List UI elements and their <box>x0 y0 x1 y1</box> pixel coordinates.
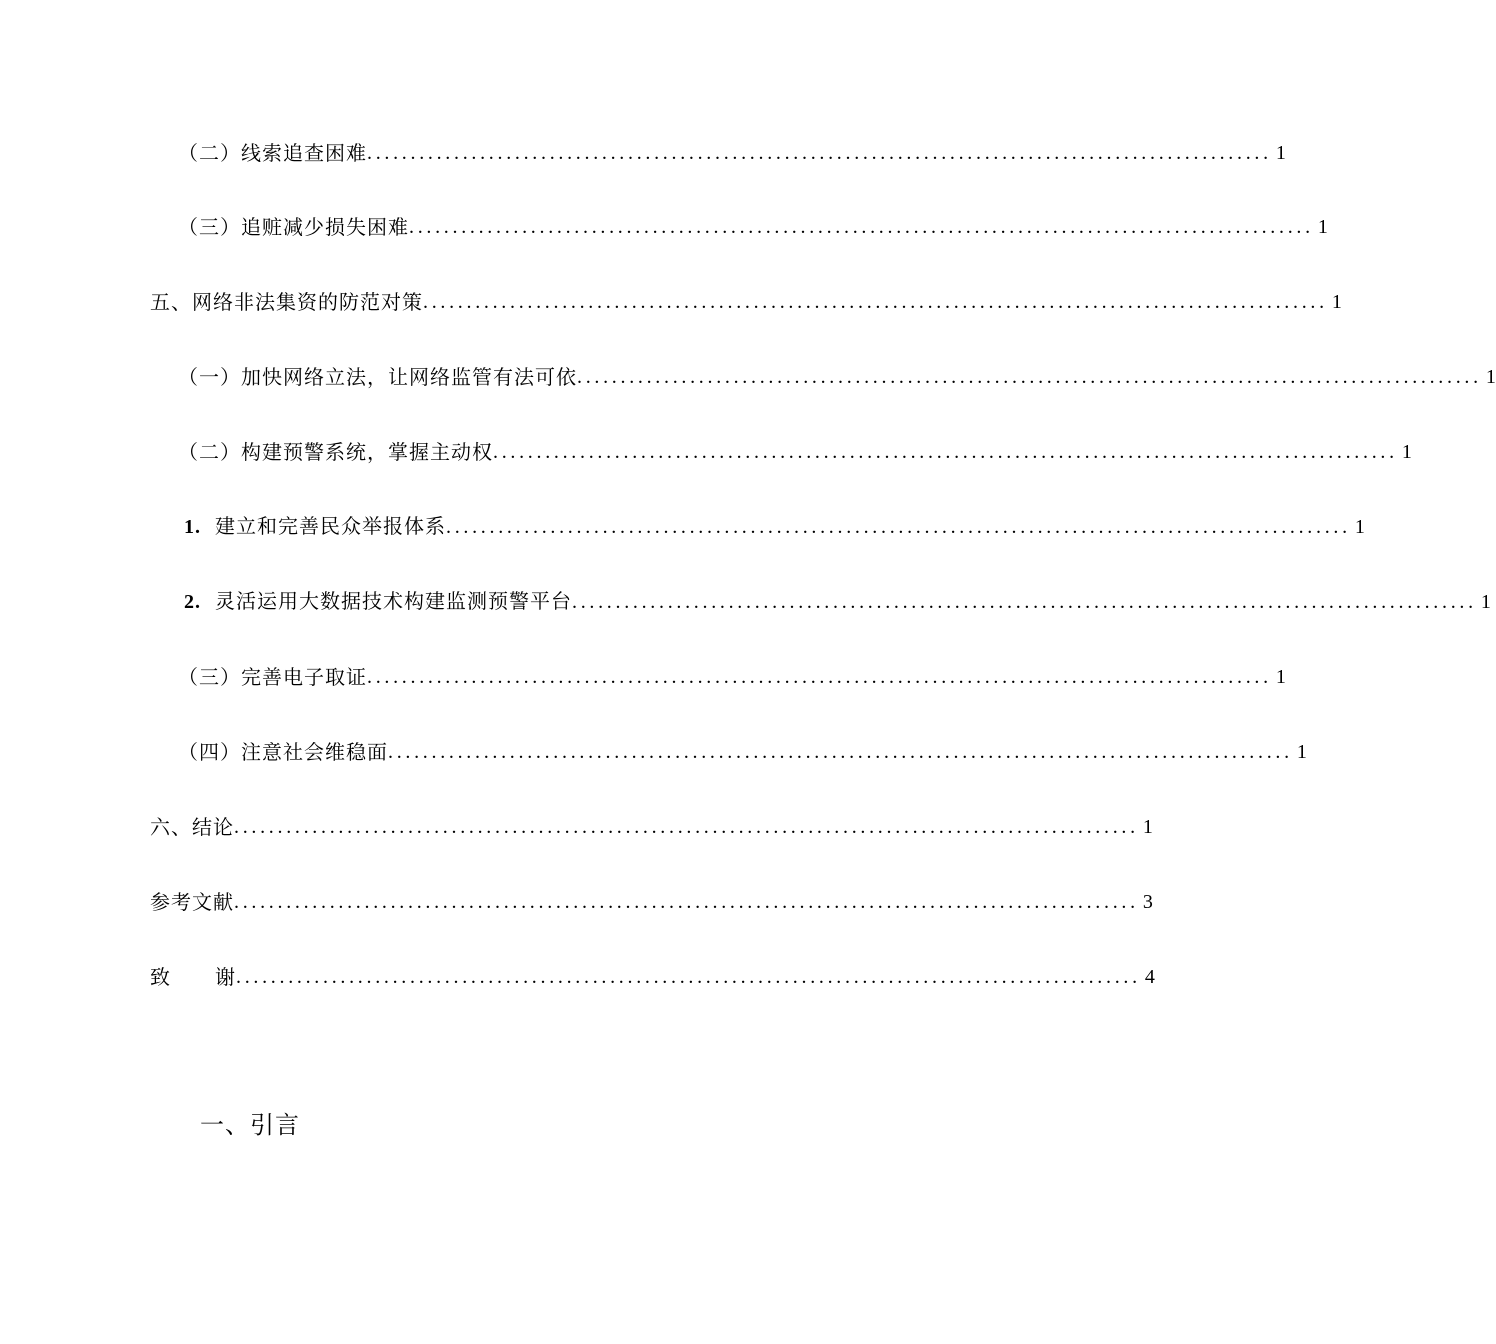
toc-dot-leader: ........................................................................................................ <box>577 366 1482 388</box>
toc-entry-title: （一）加快网络立法，让网络监管有法可依 <box>178 365 577 389</box>
toc-entry-text: 建立和完善民众举报体系 <box>215 514 446 538</box>
toc-dot-leader: ........................................................................................................ <box>572 591 1477 613</box>
toc-entry-text: 灵活运用大数据技术构建监测预警平台 <box>215 589 572 613</box>
toc-page-number: 1 <box>1296 741 1307 763</box>
toc-entry-text-part1: 致 <box>150 965 171 989</box>
toc-page-number: 1 <box>1354 516 1365 538</box>
toc-entry-title: 六、结论 <box>150 815 234 839</box>
toc-dot-leader: ........................................................................................................ <box>234 891 1139 913</box>
toc-dot-leader: ........................................................................................................ <box>409 216 1314 238</box>
toc-entry[interactable] <box>150 962 1155 992</box>
toc-entry-number: 1. <box>184 516 201 538</box>
toc-entry-title: （二）构建预警系统，掌握主动权 <box>178 440 493 464</box>
toc-entry-title: （三）追赃减少损失困难 <box>178 215 409 239</box>
toc-dot-leader: ........................................................................................................ <box>388 741 1293 763</box>
toc-entry-title: （四）注意社会维稳面 <box>178 740 388 764</box>
toc-entry-title: 五、网络非法集资的防范对策 <box>150 290 423 314</box>
toc-entry[interactable] <box>178 737 1307 767</box>
toc-page-number: 1 <box>1142 816 1153 838</box>
toc-page-number: 1 <box>1317 216 1328 238</box>
toc-entry-number: 2. <box>184 591 201 613</box>
toc-page-number: 1 <box>1485 366 1496 388</box>
toc-page-number: 1 <box>1401 441 1412 463</box>
toc-dot-leader: ........................................................................................................ <box>234 816 1139 838</box>
toc-dot-leader: ........................................................................................................ <box>493 441 1398 463</box>
toc-entry-text-part2: 谢 <box>215 965 236 989</box>
toc-entry-title: （二）线索追查困难 <box>178 141 367 165</box>
toc-entry[interactable] <box>178 437 1412 467</box>
toc-entry[interactable] <box>178 212 1328 242</box>
toc-entry[interactable] <box>178 362 1496 392</box>
toc-dot-leader: ........................................................................................................ <box>367 142 1272 164</box>
toc-entry-title <box>184 586 572 617</box>
toc-entry[interactable] <box>150 887 1153 917</box>
toc-page-number: 1 <box>1331 291 1342 313</box>
toc-entry-title <box>184 511 446 542</box>
toc-entry[interactable] <box>178 138 1286 168</box>
toc-entry[interactable] <box>178 662 1286 692</box>
toc-dot-leader: ........................................................................................................ <box>236 966 1141 988</box>
toc-page-number: 1 <box>1275 142 1286 164</box>
toc-entry-title: 参考文献 <box>150 890 234 914</box>
toc-dot-leader: ........................................................................................................ <box>446 516 1351 538</box>
toc-entry[interactable] <box>150 287 1342 317</box>
toc-dot-leader: ........................................................................................................ <box>367 666 1272 688</box>
toc-page-number: 1 <box>1275 666 1286 688</box>
toc-entry-title <box>150 962 236 992</box>
section-heading: 一、引言 <box>200 1111 300 1139</box>
toc-entry-title: （三）完善电子取证 <box>178 665 367 689</box>
toc-dot-leader: ........................................................................................................ <box>423 291 1328 313</box>
toc-page-number: 3 <box>1142 891 1153 913</box>
toc-entry[interactable] <box>184 512 1365 542</box>
toc-entry[interactable] <box>184 587 1491 617</box>
toc-page-number: 4 <box>1144 966 1155 988</box>
toc-entry[interactable] <box>150 812 1153 842</box>
toc-page-number: 1 <box>1480 591 1491 613</box>
